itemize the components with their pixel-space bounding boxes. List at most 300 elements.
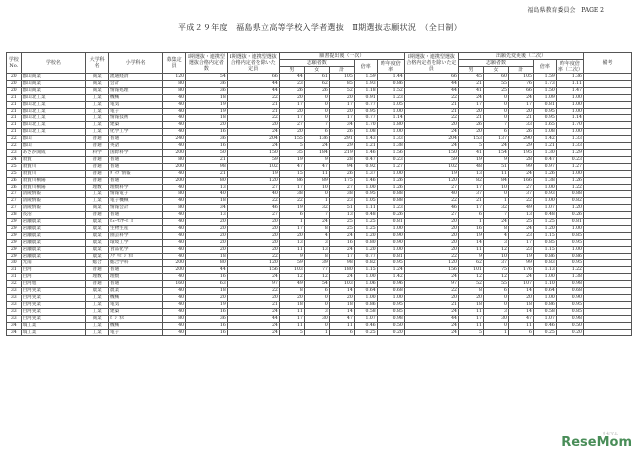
table-cell: 5 [458,329,483,336]
table-cell: 37 [508,191,533,198]
table-cell: 郡山北工業 [21,101,86,108]
table-cell: 1.43 [354,136,377,143]
table-cell: 16 [186,143,228,150]
table-cell: 郡山商業 [21,80,86,87]
table-cell [583,253,631,260]
table-cell: 16 [186,308,228,315]
col-rate-1: 倍率 [354,60,377,74]
table-cell: 21 [458,115,483,122]
table-cell: 11 [279,308,304,315]
table-cell: 25 [7,163,22,170]
table-cell: 1.05 [377,101,404,108]
table-cell: 12 [483,246,508,253]
table-cell: 工業 [86,308,109,315]
table-cell: 白河実業 [21,288,86,295]
table-cell: 153 [458,136,483,143]
table-cell: 44 [227,315,279,322]
table-cell: 0.90 [377,232,404,239]
table-cell: 0.86 [377,80,404,87]
col-quota: 募集定員 [163,53,186,74]
table-cell: 290 [508,136,533,143]
table-cell: 120 [227,177,279,184]
table-cell: 0.58 [533,308,556,315]
table-row [7,74,632,81]
table-row [7,163,632,170]
table-cell: 26 [329,129,354,136]
table-cell: 35 [279,149,304,156]
table-row [7,239,632,246]
table-cell: 0 [304,108,329,115]
table-cell: 22 [404,115,458,122]
table-cell: 24 [508,225,533,232]
table-cell: 18 [279,301,304,308]
table-cell: 13 [458,170,483,177]
table-cell: 0.48 [354,212,377,219]
table-cell: 20 [227,295,279,302]
table-cell: 0.23 [377,156,404,163]
table-cell: 11 [483,170,508,177]
table-cell: 240 [163,136,186,143]
table-cell: 0.81 [533,101,556,108]
table-cell: 0.82 [354,260,377,267]
table-cell: 99 [508,163,533,170]
table-cell: 0.86 [354,301,377,308]
table-cell: 理数 [109,274,163,281]
table-cell: 17 [508,239,533,246]
table-cell: 1.20 [354,232,377,239]
table-cell: 102 [404,163,458,170]
table-cell: 農業 [86,239,109,246]
table-cell: 0.85 [556,308,583,315]
table-cell: 1.07 [354,315,377,322]
table-cell: 0.50 [556,322,583,329]
table-cell: 8 [279,288,304,295]
table-cell: 1.26 [533,170,556,177]
table-cell [583,308,631,315]
table-cell: 31 [7,267,22,274]
table-cell: 清陵情報 [21,191,86,198]
table-cell: 化学工学 [109,129,163,136]
table-cell: 国際科学 [109,149,163,156]
table-cell: 1.20 [533,225,556,232]
table-cell [583,288,631,295]
table-cell: 25 [329,219,354,226]
group-first: 願書提出後（一次） [279,53,404,60]
table-cell: 24 [483,219,508,226]
table-cell: 33 [7,288,22,295]
table-cell: 20 [227,246,279,253]
table-cell: 22 [227,288,279,295]
table-cell: 塙工業 [21,329,86,336]
table-cell: 21 [458,198,483,205]
table-cell: 166 [508,177,533,184]
table-cell: 0.68 [556,288,583,295]
table-cell [583,315,631,322]
table-row [7,288,632,295]
table-cell: 1.07 [533,205,556,212]
table-cell [583,74,631,81]
table-cell: 1.26 [377,184,404,191]
table-cell: 29 [7,239,22,246]
table-cell: 22 [404,253,458,260]
table-cell: 1.15 [354,267,377,274]
table-cell: 28 [508,156,533,163]
table-cell: 0.26 [377,212,404,219]
table-cell: 情報電子 [109,191,163,198]
table-cell: 総合学科 [109,260,163,267]
table-cell: 21 [7,94,22,101]
table-cell: 0.20 [377,329,404,336]
table-cell: 20 [458,108,483,115]
table-cell: 理数科学 [109,184,163,191]
table-cell: 80 [163,205,186,212]
table-cell [583,80,631,87]
table-cell: 理数 [86,274,109,281]
table-row [7,184,632,191]
table-cell: 1.00 [377,170,404,177]
table-row [7,219,632,226]
table-cell: 38 [329,191,354,198]
table-cell: 普通 [109,177,163,184]
table-cell: 普通 [109,267,163,274]
table-cell: 40 [163,253,186,260]
table-cell: 10 [304,184,329,191]
table-cell: 33 [508,122,533,129]
table-cell: 21 [186,156,228,163]
table-row [7,108,632,115]
table-cell: 0.25 [533,329,556,336]
table-cell: 20 [186,122,228,129]
table-row [7,267,632,274]
table-cell: 電子機械 [109,198,163,205]
table-cell: 45 [458,74,483,81]
table-cell: 商業 [86,315,109,322]
table-cell: 21 [227,101,279,108]
table-cell: 普通 [109,136,163,143]
table-cell [583,87,631,94]
table-cell: 普通 [86,177,109,184]
table-cell: 40 [163,219,186,226]
table-cell: 1.14 [377,115,404,122]
table-cell: 29 [7,219,22,226]
table-cell: 24 [404,329,458,336]
table-cell: 20 [404,225,458,232]
table-cell: 郡山北工業 [21,115,86,122]
table-cell: 30 [483,315,508,322]
table-cell: 12 [279,274,304,281]
table-cell: 6 [508,329,533,336]
table-row [7,253,632,260]
table-cell: 須賀川 [21,163,86,170]
table-cell: 白河実業 [21,295,86,302]
page-header-right [528,5,604,14]
table-cell: 0.90 [377,239,404,246]
table-cell: 工業 [86,295,109,302]
table-cell: 岩瀬農業 [21,239,86,246]
table-row [7,136,632,143]
table-cell: 76 [508,80,533,87]
table-cell: 156 [227,267,279,274]
table-cell: 1.10 [533,281,556,288]
table-cell [583,163,631,170]
table-cell: 白河実業 [21,301,86,308]
table-cell: 44 [404,87,458,94]
table-cell: 長沼 [21,212,86,219]
table-cell: 農業 [86,225,109,232]
table-cell: 7 [483,122,508,129]
table-cell: 20 [404,295,458,302]
table-cell: 20 [404,122,458,129]
table-cell: 22 [279,198,304,205]
table-cell: 44 [279,74,304,81]
table-cell: 40 [163,184,186,191]
table-cell: 24 [458,94,483,101]
table-cell: 33 [7,308,22,315]
table-cell: 10 [483,184,508,191]
table-cell [583,301,631,308]
table-cell: 農業 [109,288,163,295]
table-cell: 24 [304,219,329,226]
table-cell: 0.88 [377,191,404,198]
table-cell: 郡山北工業 [21,129,86,136]
table-cell: 23 [329,198,354,205]
table-cell: 14 [458,239,483,246]
table-cell: 105 [329,74,354,81]
table-cell: 0.46 [354,322,377,329]
col-school-name: 学校名 [21,53,86,74]
table-cell: 24 [227,129,279,136]
table-cell: 26 [7,177,22,184]
table-cell: 180 [329,267,354,274]
table-cell: 情報処理 [109,87,163,94]
table-cell: 22 [7,136,22,143]
table-cell: 62 [458,260,483,267]
table-cell: 須賀川桐陽 [21,184,86,191]
table-cell: 21 [458,80,483,87]
table-cell: 普通 [86,156,109,163]
table-cell: 1.25 [354,225,377,232]
table-cell: 20 [7,80,22,87]
watermark-sub: リセマム [602,431,618,436]
table-cell: 24 [329,246,354,253]
table-body [7,74,632,336]
table-cell: 須賀川 [21,170,86,177]
table-cell: 郡山商業 [21,87,86,94]
table-cell: 建築 [109,122,163,129]
table-cell: 32 [7,281,22,288]
table-cell: 101 [458,267,483,274]
table-cell: 11 [458,246,483,253]
table-cell: 40 [163,301,186,308]
table-cell: 1.65 [533,122,556,129]
table-cell: 1.09 [533,94,556,101]
col-note: 備考 [583,53,631,74]
table-row [7,225,632,232]
table-cell: 8 [458,288,483,295]
table-cell: 27 [7,198,22,205]
table-cell: 1.06 [354,281,377,288]
table-cell: 41 [458,87,483,94]
table-row [7,281,632,288]
table-cell: 21 [508,115,533,122]
table-cell: 195 [508,149,533,156]
table-cell: 97 [404,281,458,288]
table-cell: 普通 [86,281,109,288]
table-cell: 37 [458,191,483,198]
table-cell: 農業 [86,219,109,226]
table-cell: 36 [186,80,228,87]
table-cell: 0.64 [533,288,556,295]
table-cell: 19 [458,156,483,163]
table-cell: 48 [458,163,483,170]
table-cell: 6 [304,288,329,295]
table-cell: 1 [304,198,329,205]
table-cell: 工業 [86,122,109,129]
table-cell: 200 [163,260,186,267]
table-cell: 清陵情報 [21,198,86,205]
table-row [7,177,632,184]
table-cell: 0.88 [556,191,583,198]
table-cell: 21 [7,101,22,108]
table-cell: 40 [163,239,186,246]
table-cell [583,205,631,212]
table-cell: 44 [227,87,279,94]
table-cell: 40 [163,143,186,150]
table-cell: 22 [508,198,533,205]
table-cell: 1.30 [533,149,556,156]
table-cell: 16 [329,239,354,246]
table-row [7,149,632,156]
table-cell: 0 [483,322,508,329]
table-cell: 18 [186,198,228,205]
table-cell: 1.52 [377,87,404,94]
table-cell: 154 [483,149,508,156]
table-cell: 郡山商業 [21,74,86,81]
watermark-logo: ReseMom [561,435,632,450]
table-cell: 11 [279,322,304,329]
table-cell: 175 [329,177,354,184]
table-cell: 1.00 [533,295,556,302]
table-cell: 1.15 [533,232,556,239]
table-cell: 19 [186,108,228,115]
table-cell: 1.00 [354,184,377,191]
table-cell: 85 [329,80,354,87]
table-cell: 1.38 [533,177,556,184]
col-female-2: 女 [483,67,508,74]
table-cell [583,101,631,108]
table-cell: 0.98 [556,281,583,288]
table-cell: 40 [163,288,186,295]
table-cell: 1 [304,329,329,336]
table-cell: 商業 [86,74,109,81]
table-cell: 3 [483,308,508,315]
table-cell: 21 [404,301,458,308]
table-row [7,212,632,219]
table-cell: 29 [7,232,22,239]
table-cell: 1.59 [533,74,556,81]
table-cell: 0.25 [354,329,377,336]
table-cell: 80 [163,191,186,198]
table-cell: 0.81 [556,219,583,226]
table-cell: 20 [279,94,304,101]
table-cell: 1.22 [556,267,583,274]
table-cell: 98 [186,163,228,170]
table-cell: 16 [186,329,228,336]
table-cell: 23 [7,149,22,156]
table-cell: 120 [404,260,458,267]
table-cell: 24 [404,143,458,150]
table-cell: 20 [227,122,279,129]
table-row [7,87,632,94]
table-cell: 13 [329,212,354,219]
table-cell: 8 [304,253,329,260]
page-number: PAGE 2 [581,7,604,14]
table-cell: 40 [163,308,186,315]
table-cell: 1.00 [556,108,583,115]
table-cell: 普通 [86,170,109,177]
table-cell: 流通経済 [109,74,163,81]
table-cell: 34 [7,322,22,329]
table-cell: 0.88 [377,198,404,205]
table-cell: 137 [483,136,508,143]
table-cell: 工業 [86,115,109,122]
table-cell: 郡山北工業 [21,108,86,115]
table-cell: 1.47 [556,87,583,94]
table-cell: 40 [186,191,228,198]
table-cell: 31 [7,274,22,281]
table-cell: 20 [186,225,228,232]
table-cell: 1.08 [354,129,377,136]
table-cell: 18 [186,253,228,260]
table-cell: 24 [404,274,458,281]
table-cell: 34 [329,122,354,129]
table-cell: 17 [508,101,533,108]
table-cell: 22 [227,198,279,205]
table-cell: 0.91 [354,94,377,101]
table-cell: 1.70 [556,122,583,129]
table-cell: 1.00 [533,198,556,205]
table-cell: 普通 [86,267,109,274]
table-cell: 1.00 [556,94,583,101]
table-cell: 40 [163,94,186,101]
table-cell: 219 [329,149,354,156]
table-cell: 12 [304,274,329,281]
table-cell: 44 [227,80,279,87]
table-cell: 0.85 [377,308,404,315]
table-cell: 1.46 [354,177,377,184]
table-cell: 1.00 [354,295,377,302]
table-cell: 63 [186,281,228,288]
table-cell: 40 [163,329,186,336]
table-cell: 24 [404,308,458,315]
table-cell: 94 [329,163,354,170]
table-cell: 52 [329,87,354,94]
table-cell: 55 [483,80,508,87]
table-cell: 0.23 [556,156,583,163]
table-cell: 0 [483,101,508,108]
table-cell: 10 [483,253,508,260]
table-cell: 1.46 [354,149,377,156]
table-cell: 38 [279,191,304,198]
table-cell: 41 [458,149,483,156]
table-cell: 商業 [86,80,109,87]
table-cell: 科学 [86,149,109,156]
table-cell: 28 [329,156,354,163]
table-cell: 24 [227,308,279,315]
table-cell: 47 [508,315,533,322]
table-cell: 0.97 [533,163,556,170]
table-cell: 24 [508,170,533,177]
